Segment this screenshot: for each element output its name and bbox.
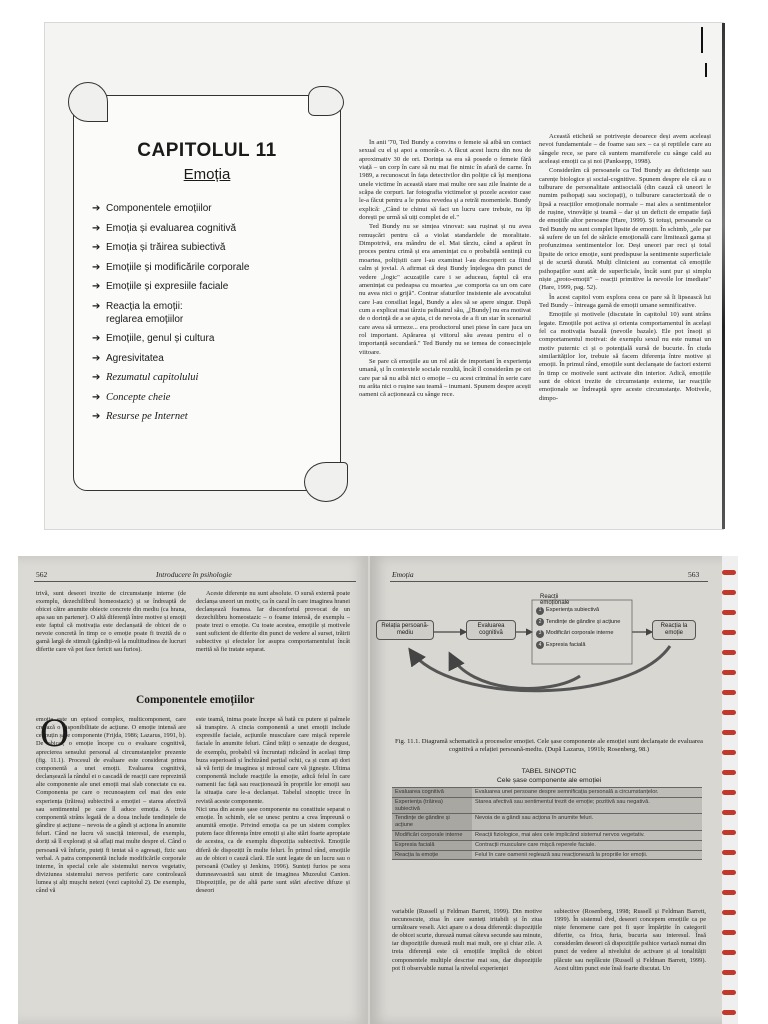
body-column: variabile (Russell și Feldman Barrett, 1999). Din motive necunoscute, ziua în care sunteți iritabili și în ziua următoare veseli. Aici apare o a doua diferență: dispozițiile de obicei scurte, durează numai câteva secunde sau minute, iar dispozițiile durează mult mai mult, ore și chiar zile. A treia diferență este că emoțiile implică de obicei componentele multiple descrise mai sus, dar dispozițiile pot fi observabile numai la nivelul experienței (392, 908, 542, 972)
arrow-right-icon: ➔ (92, 391, 101, 403)
diagram-header: Reacții emoționale (540, 594, 570, 606)
header-rule (34, 581, 356, 582)
drop-cap: O (40, 710, 69, 755)
chapter-subtitle: Emoția (183, 166, 231, 183)
binding-coil (722, 830, 736, 835)
binding-coil (722, 850, 736, 855)
binding-coil (722, 950, 736, 955)
binding-coil (722, 890, 736, 895)
synoptic-table (392, 787, 702, 860)
binding-coil (722, 910, 736, 915)
paragraph: Emoțiile și motivele (discutate în capitolul 10) sunt strâns legate. Emoțiile pot activa și orienta comportamentul în același fel ca motivația bazală (nevoile bazale). Ele pot însoți și comportamentul motivat: de exemplu sexul nu este numai un motiv puternic ci și o potențială sursă de bucurie. În ciuda similarităților lor, trebuie să facem diferența între motive și emoții. În primul rând, emoțiile sunt declanșate de factori externi în timp ce motivele sunt activate din interior. Adică, emoțiile sunt de obicei trezite de circumstanțe externe, iar reacțiile emoționale se îndreaptă spre aceste circumstanțe. Motivele, dimpo- (539, 311, 711, 402)
diagram-box-cognitive-appraisal: Evaluarea cognitivă (466, 620, 516, 640)
book-page-left (18, 556, 368, 1024)
binding-coil (722, 610, 736, 615)
table-row: Reacția la emoție Felul în care oamenii reglează sau reacționează la propriile lor emoții. (392, 850, 702, 860)
page-number: 562 (36, 570, 48, 579)
binding-coil (722, 630, 736, 635)
binding-coil (722, 930, 736, 935)
table-row: Evaluarea cognitivă Evaluarea unei persoane despre semnificația personală a circumstanțelor. (392, 788, 702, 798)
emotional-reactions-list (536, 606, 620, 652)
arrow-right-icon: ➔ (92, 261, 101, 273)
binding-coil (722, 570, 736, 575)
diagram-box-emotion-regulation: Reacția la emoție (652, 620, 696, 640)
arrow-right-icon: ➔ (92, 242, 101, 253)
body-column: emoție este un episod complex, multicomponent, care creează o disponibilitate de acțiune. O emoție intensă are cel puțin șase componente (Frijda, 1986; Lazarus, 1991, b). De obicei, o emoție începe cu o evaluare cognitivă, aprecierea sensului personal al circumstanțelor prezente (fig. 11.1). Procesul de evaluare este considerat prima componentă a unei emoții. Evaluarea cognitivă, declanșează la rândul ei o cascadă de reacții care reprezintă alte componente ale unei emoții mai slab conectate cu ea. Componenta pe care o recunoaștem cel mai des este experiența (trăirea) subiectivă a emoției – starea afectivă sau sentimentul pe care îl aduce emoția. A treia componentă strâns legată de a doua include tendințele de gândire și acțiune – nevoia de a gândi și acționa în anumite feluri. Când ne lucru vă susciță interesul, de exemplu, doriți să îl explorați și să aflați mai multe despre el. Când o persoană vă înfurie, puteți fi tentat să o agresați, fizic sau verbal. A patra componentă include modificările corporale interne, în special cele ale sistemului nervos vegetativ, diviziunea sistemului nervos periferic care controlează lumea și alți mușchi netezi (vezi capitolul 2). De exemplu, când vă (36, 716, 186, 895)
toc-item: ➔ Resurse pe Internet (92, 411, 188, 422)
punch-mark (701, 27, 703, 53)
toc-item: ➔ Componentele emoțiilor (92, 203, 212, 214)
chapter-title-scroll (73, 95, 341, 491)
paragraph: Ted Bundy nu se simțea vinovat: sau rușinat și nu avea remușcări pentru că a violat standardele de moralitate. Dimpotrivă, era mândru de el. Mai târziu, când a apărut în proces pentru crimă și era amenințat cu o probabilă sentință cu moartea, polițiștii care l-au examinat l-au descoperit ca fiind calm și jovial. A afirmat că deși Bundy înțelegea din punct de vedere „logic" acuzațiile care i se aduceau, faptul că era amenințat cu pedeapsa cu moartea „se comporta ca un om care nu avea nici o grijă". Contrar sfaturilor insistente ale avocatului care l-au consiliat legal, Bundy a ales să se apere singur. După cum a explicat mai târziu psihiatrul său, „[Bundy] nu era motivat de o dorință de a se ajuta, ci de nevoia de a fi un star în scenariul care avea să urmeze... era productorul unei piese în care juca un rol important. Apărarea și viitorul său aveau pentru el o importanță secundară." Ted Bundy nu se temea de consecințele viitoare. (359, 223, 531, 356)
binding-coil (722, 650, 736, 655)
paragraph: În anii '70, Ted Bundy a convins o femeie să aibă un contact sexual cu el și apoi a omorât-o. A făcut acest lucru din nou de aproximativ 30 de ori. Dorința sa era să posede o femeie fără viață – un corp în care să nu mai fie nimic în afară de carne. În 1989, a recunoscut în fața detectivilor din poliție că își menționa unele victime în această stare mai multe ore sau zile înainte de a scăpa de corpuri. Iar fotografia victimelor și pozele acestor case le-a făcut pentru a le putea revedea și a retrăi momentele. Bundy explică: „Când te chinui să faci un lucru care trebuie, nu îți dorești pe urmă să uiți complet de el." (359, 139, 531, 222)
body-column: este teamă, inima poate începe să bată cu putere și palmele să transpire. A cincia componentă a unei emoții include expresiile faciale, acțiunile musculare care mișcă reperele faciale în anumite feluri. Când trăiți o senzație de dezgust, de exemplu, probabil vă încruntați ridicând în același timp buza superioară și închizând parțial ochii, ca și cum ați dori să vă feriți de imaginea și mirosul care vă jignește. Ultima componentă include reacțiile la emoție, adică felul în care oamenii fac față sau reacționează în propriile lor emoții sau la situația care le-a declanșat. Tabelul sinoptic trece în revistă aceste componente. Nici una din aceste șase componente nu constituie separat o emoție. În schimb, ele se unesc pentru a crea împreună o anumită emoție. Privind emoția ca pe un sistem complex putem face diferența între emoții și alte stări foarte apropiate de acestea, ca de exemplu dispoziția subiectivă. Emoțiile diferă de dispoziții în multe feluri. În primul rând, emoțiile au de obicei o cauză clară. Ele sunt legate de un lucru sau o persoană (Oatley și Jenkins, 1996). Sunteți furios pe sora dumneavoastră sau uimit de imaginea Muzeului Canion. Dispozițiile, pe de altă parte sunt stări afective difuze și deseori (196, 716, 350, 895)
paragraph: Se pare că emoțiile au un rol atât de important în experiența umană, și în contextele sociale rezultă, încât îl considerăm pe cei care par să nu aibă nici o emoție – cu acest criminal în serie care nu arăta nici o rușine sau teamă – inumani. Spunem despre acești oameni că acționează cu sânge rece. (359, 357, 531, 399)
binding-coil (722, 870, 736, 875)
table-subtitle: Cele șase componente ale emoției (496, 777, 602, 784)
table-row: Experiența (trăirea) subiectivă Starea afectivă sau sentimentul trezit de emoție; pozitivă sau negativă. (392, 797, 702, 814)
feedback-arrow-icon (410, 646, 670, 691)
table-row: Tendințe de gândire și acțiune Nevoia de a gândi sau acționa în anumite feluri. (392, 814, 702, 831)
running-head: Emoția (392, 570, 414, 579)
section-title: Componentele emoțiilor (136, 694, 255, 706)
arrow-right-icon: ➔ (92, 411, 101, 422)
chapter-title: CAPITOLUL 11 (137, 140, 277, 161)
paragraph: În acest capitol vom explora ceea ce pare să îi lipsească lui Ted Bundy – întreaga gamă de emoții umane semnificative. (539, 293, 711, 309)
toc-item: ➔ Emoția și evaluarea cognitivă (92, 222, 237, 234)
body-column: Aceste diferențe nu sunt absolute. O sursă externă poate declanșa uneori un motiv, ca în cazul în care imaginea hranei declanșează foamea. Iar disconfortul provocat de un dezechilibru homeostazic – o foame intensă, de exemplu – poate trezi o emoție. Cu toate acestea, emoțiile și motivele sunt suficient de diferite din punct de vedere al sursei, trăirii subiective și efectelor lor asupra comportamentului încât merită să fie tratate separat. (196, 590, 350, 653)
scan-page-top (44, 22, 724, 530)
arrow-right-icon: ➔ (92, 372, 101, 383)
toc-item: ➔ Emoțiile și modificările corporale (92, 261, 250, 273)
body-column-middle (359, 139, 531, 485)
toc-item: ➔ Reacția la emoții: reglarea emoțiilor (92, 300, 184, 325)
page-number: 563 (688, 570, 700, 579)
table-title: TABEL SINOPTIC (521, 768, 577, 775)
arrow-right-icon: ➔ (92, 281, 101, 292)
binding-coil (722, 1010, 736, 1015)
figure-caption: Fig. 11.1. Diagramă schematică a proceselor emoției. Cele șase componente ale emoției sunt declanșate de evaluarea cognitivă a relației persoană-mediu. (După Lazarus, 1991b; Rosenberg, 98.) (395, 738, 703, 754)
table-row: Modificări corporale interne Reacții fiziologice, mai ales cele implicând sistemul nervos vegetativ. (392, 830, 702, 840)
binding-coil (722, 750, 736, 755)
table-row: Expresia facială Contracții musculare care mișcă reperele faciale. (392, 840, 702, 850)
running-head: Introducere în psihologie (156, 570, 232, 579)
toc-item: ➔ Rezumatul capitolului (92, 372, 199, 383)
header-rule (390, 581, 708, 582)
arrow-right-icon: ➔ (92, 352, 101, 364)
binding-coil (722, 730, 736, 735)
binding-coil (722, 590, 736, 595)
reaction-item: 1 Experiența subiectivă (536, 606, 620, 615)
paragraph: Considerăm că persoanele ca Ted Bundy au deficiențe sau carențe biologice și social-cognitive. Spunem despre ele că au o tulburare de personalitate antisocială (din cauză că uneori le numim psihopați sau sociopați), o tulburare caracterizată de o lipsă a reacțiilor emoționale normale – mai ales a sentimentelor de rușine, vinovăție și teamă – dar și un deficit de empatie față de emoțiile altor persoane (Hare, 1999). Și totuși, persoanele ca Ted Bundy nu sunt complet lipsite de emoții. În schimb, „ele par să sufere de un fel de sărăcie emoțională care limitează gama și profunzimea sentimentelor lor. Deși uneori par reci și total lipsite de orice emoție, sunt predispuse la sentimente superficiale și de scurtă durată. Mulți clinicieni au comentat că emoțiile psihopaților sunt atât de superficiale, încât sunt pur și simplu niște „proto-emoții" – reacții primitive la nevoile lor imediate" (Hare, 1999, pag. 52). (539, 167, 711, 292)
binding-coil (722, 810, 736, 815)
binding-coil (722, 990, 736, 995)
body-column-right (539, 133, 711, 505)
binding-coil (722, 970, 736, 975)
toc-item: ➔ Emoțiile și expresiile faciale (92, 281, 229, 292)
scroll-curl (308, 86, 344, 116)
arrow-right-icon: ➔ (92, 300, 101, 312)
toc-item: ➔ Concepte cheie (92, 391, 171, 403)
toc-item: ➔ Emoția și trăirea subiectivă (92, 242, 226, 253)
paragraph: Această etichetă se potrivește deoarece deși avem aceleași nevoi fundamentale – de foame sau sex – ca și reptilele care au sângele rece, se pare că suntem mamiferele cu sânge cald au aceleași emoții ca și noi (Panksepp, 1998). (539, 133, 711, 166)
scroll-curl (304, 462, 348, 502)
binding-coil (722, 690, 736, 695)
reaction-item: 2 Tendințe de gândire și acțiune (536, 618, 620, 627)
reaction-item: 4 Expresia facială (536, 641, 620, 650)
toc-item: ➔ Agresivitatea (92, 352, 164, 364)
reaction-item: 3 Modificări corporale interne (536, 629, 620, 638)
diagram-box-person-environment: Relația persoană-mediu (376, 620, 434, 640)
body-column: trivă, sunt deseori trezite de circumstanțe interne (de exemplu, dezechilibrul homeostazic) și se îndreaptă de obicei către anumite obiecte concrete din mediu (ca hrana, apa sau un partener). O altă diferență între motive și emoții este faptul că motivația este declanșată de obicei de o nevoie concretă în timp ce o emoție poate fi trezită de o gamă largă de stimuli (gândiți-vă la multitudinea de lucruri diferite care vă pot face fericit sau furios). (36, 590, 186, 653)
binding-coil (722, 790, 736, 795)
toc-item: ➔ Emoțiile, genul și cultura (92, 333, 215, 344)
chapter-contents (92, 202, 332, 430)
punch-mark (705, 63, 707, 77)
spiral-binding (722, 556, 738, 1024)
scroll-curl (68, 82, 108, 122)
binding-coil (722, 770, 736, 775)
binding-coil (722, 710, 736, 715)
body-column: subiective (Rosenberg, 1998; Russell și Feldman Barrett, 1999). În sistemul dvd, deseori concepem emoțiile ca pe niște fenomene care pot fi ușor împărțite în categorii diferite, ca frica, furia, bucuria sau interesul. Însă considerăm deseori că dispozițiile psihice variază numai din punct de vedere al nivelului de activare și al tonalității plăcute sau neplăcute (Russell și Feldman Barrett, 1999). Acest ultim punct este însă foarte discutat. Un (554, 908, 706, 972)
arrow-right-icon: ➔ (92, 203, 101, 214)
binding-coil (722, 670, 736, 675)
arrow-right-icon: ➔ (92, 333, 101, 344)
arrow-right-icon: ➔ (92, 222, 101, 234)
